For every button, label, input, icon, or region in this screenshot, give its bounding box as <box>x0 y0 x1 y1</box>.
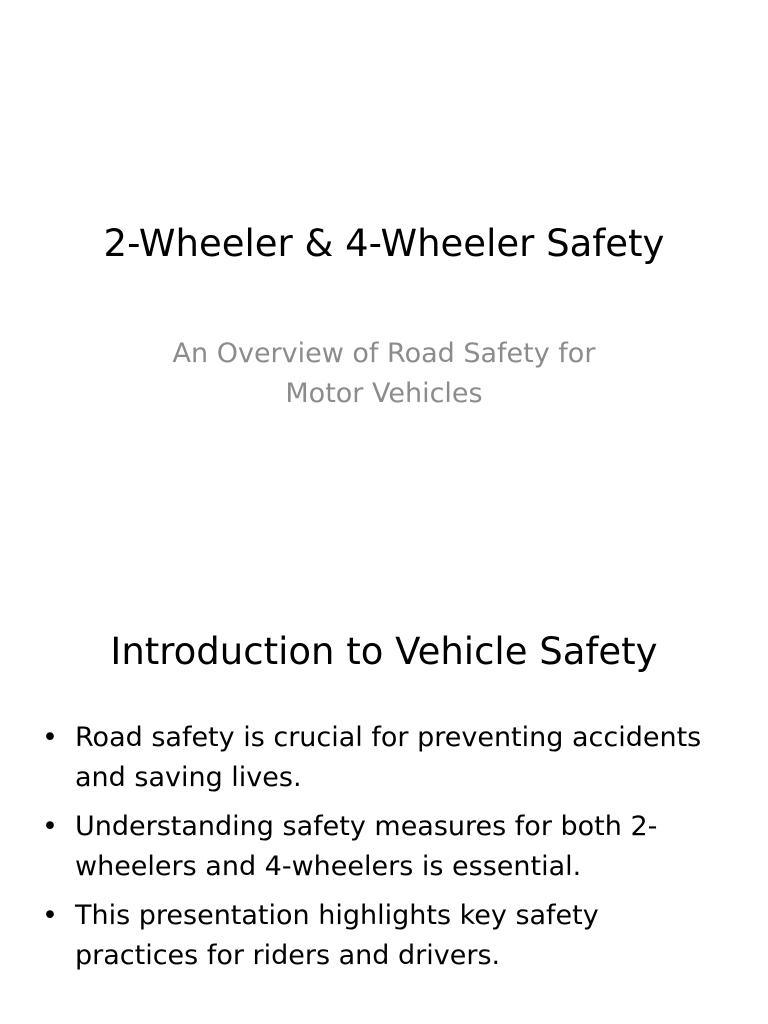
bullet-list <box>38 718 728 985</box>
bullet-item <box>38 807 728 887</box>
bullet-item <box>38 718 728 798</box>
presentation-title: 2-Wheeler & 4-Wheeler Safety <box>103 222 665 265</box>
bullet-item <box>38 896 728 976</box>
bullet-icon: • <box>42 811 58 842</box>
bullet-text: This presentation highlights key safety practices for riders and drivers. <box>75 900 599 971</box>
bullet-icon: • <box>42 722 58 753</box>
bullet-text: Road safety is crucial for preventing accidents and saving lives. <box>75 722 702 793</box>
bullet-icon: • <box>42 900 58 931</box>
content-slide <box>0 576 768 1024</box>
slide-title: Introduction to Vehicle Safety <box>110 630 658 673</box>
presentation-subtitle: An Overview of Road Safety for Motor Vehicles <box>172 338 596 409</box>
bullet-text: Understanding safety measures for both 2-wheelers and 4-wheelers is essential. <box>75 811 658 882</box>
